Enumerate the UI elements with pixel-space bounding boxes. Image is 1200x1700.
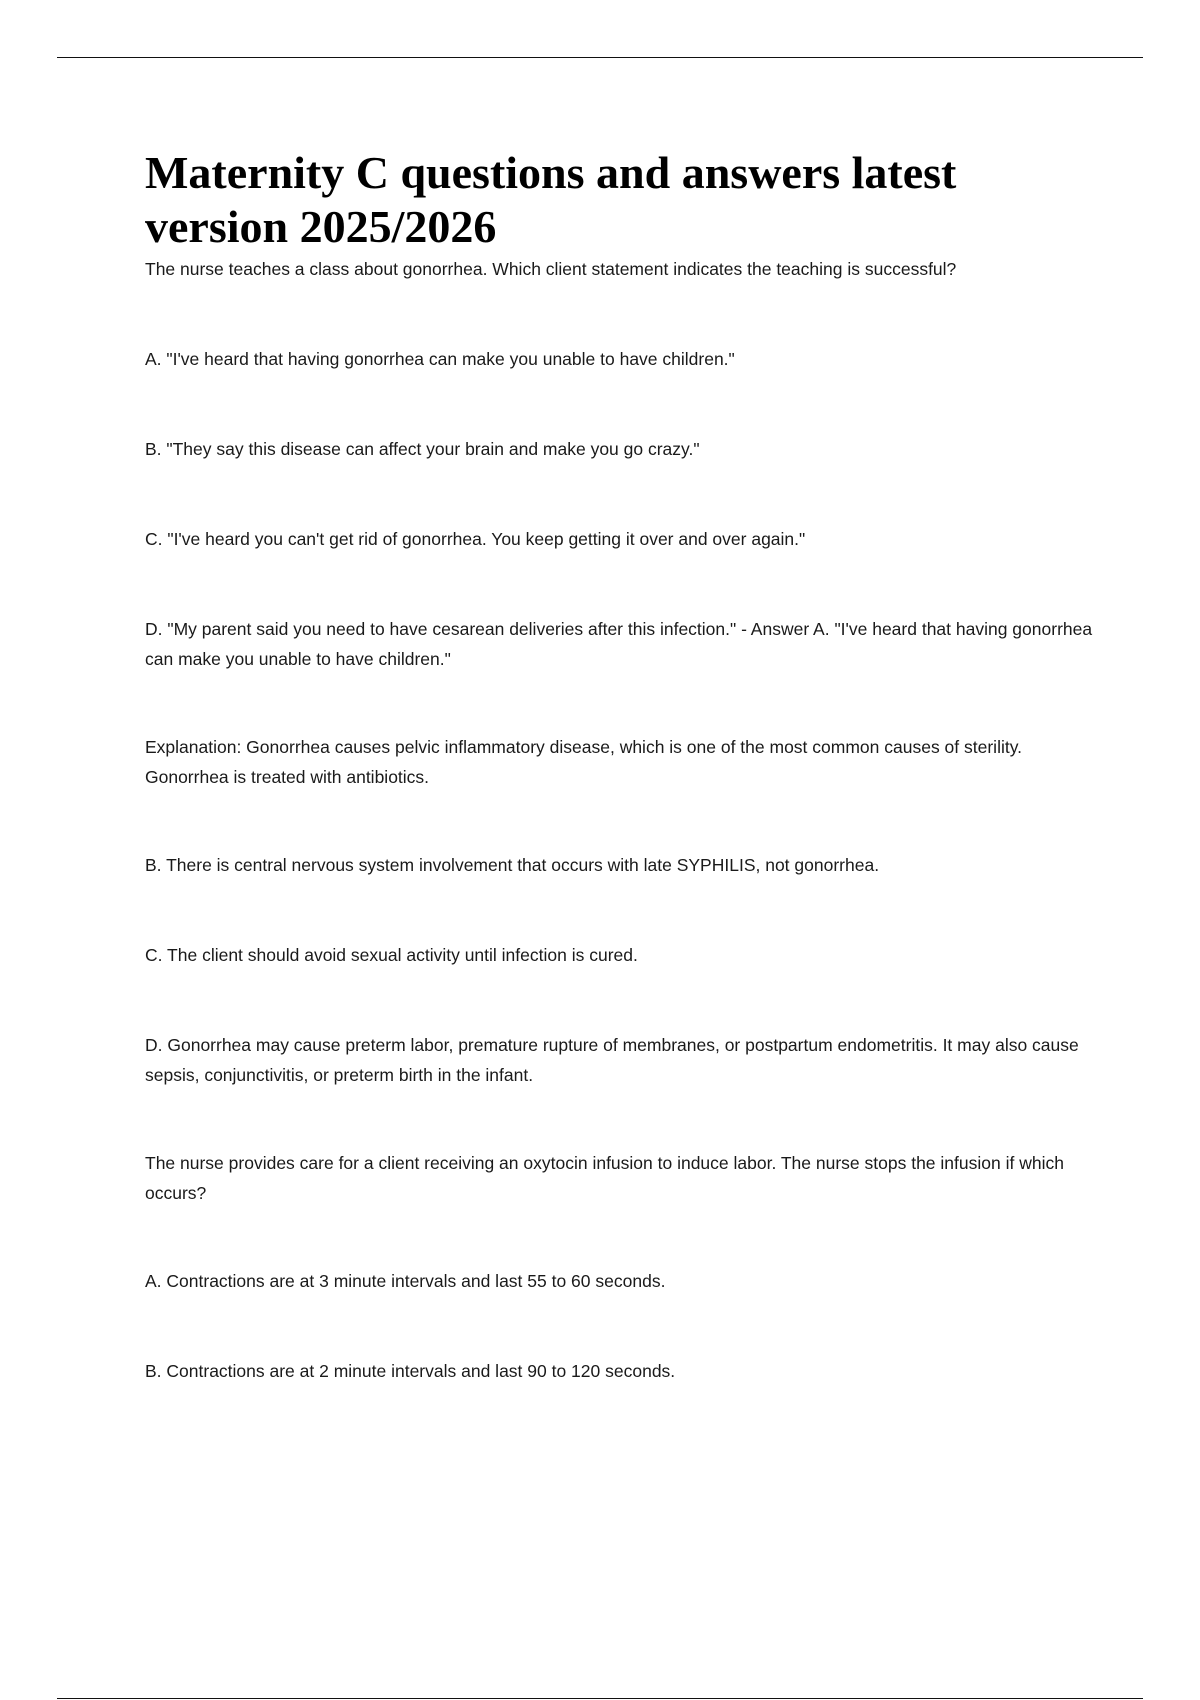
question-2-option-b: B. Contractions are at 2 minute intervals and last 90 to 120 seconds. bbox=[145, 1361, 676, 1381]
document-body bbox=[145, 146, 1095, 1386]
document-title: Maternity C questions and answers latest version 2025/2026 bbox=[145, 147, 957, 252]
question-1-rationale-d: D. Gonorrhea may cause preterm labor, premature rupture of membranes, or postpartum endometritis. It may also cause sepsis, conjunctivitis, or preterm birth in the infant. bbox=[145, 1035, 1079, 1085]
question-1-option-b: B. "They say this disease can affect your brain and make you go crazy." bbox=[145, 439, 700, 459]
question-1-stem: The nurse teaches a class about gonorrhea. Which client statement indicates the teaching is successful? bbox=[145, 259, 957, 279]
bottom-rule bbox=[57, 1698, 1143, 1699]
top-rule bbox=[57, 57, 1143, 58]
question-1-option-d-answer: D. "My parent said you need to have cesarean deliveries after this infection." - Answer A. "I've heard that having gonorrhea can make you unable to have children." bbox=[145, 619, 1093, 669]
question-1-option-c: C. "I've heard you can't get rid of gonorrhea. You keep getting it over and over again." bbox=[145, 529, 806, 549]
question-2-option-a: A. Contractions are at 3 minute intervals and last 55 to 60 seconds. bbox=[145, 1271, 666, 1291]
question-1-rationale-c: C. The client should avoid sexual activity until infection is cured. bbox=[145, 945, 638, 965]
question-1-option-a: A. "I've heard that having gonorrhea can make you unable to have children." bbox=[145, 349, 735, 369]
question-1-rationale-b: B. There is central nervous system involvement that occurs with late SYPHILIS, not gonorrhea. bbox=[145, 855, 880, 875]
question-2-stem: The nurse provides care for a client receiving an oxytocin infusion to induce labor. The nurse stops the infusion if which occurs? bbox=[145, 1153, 1064, 1203]
question-1-explanation: Explanation: Gonorrhea causes pelvic inflammatory disease, which is one of the most common causes of sterility. Gonorrhea is treated with antibiotics. bbox=[145, 737, 1023, 787]
